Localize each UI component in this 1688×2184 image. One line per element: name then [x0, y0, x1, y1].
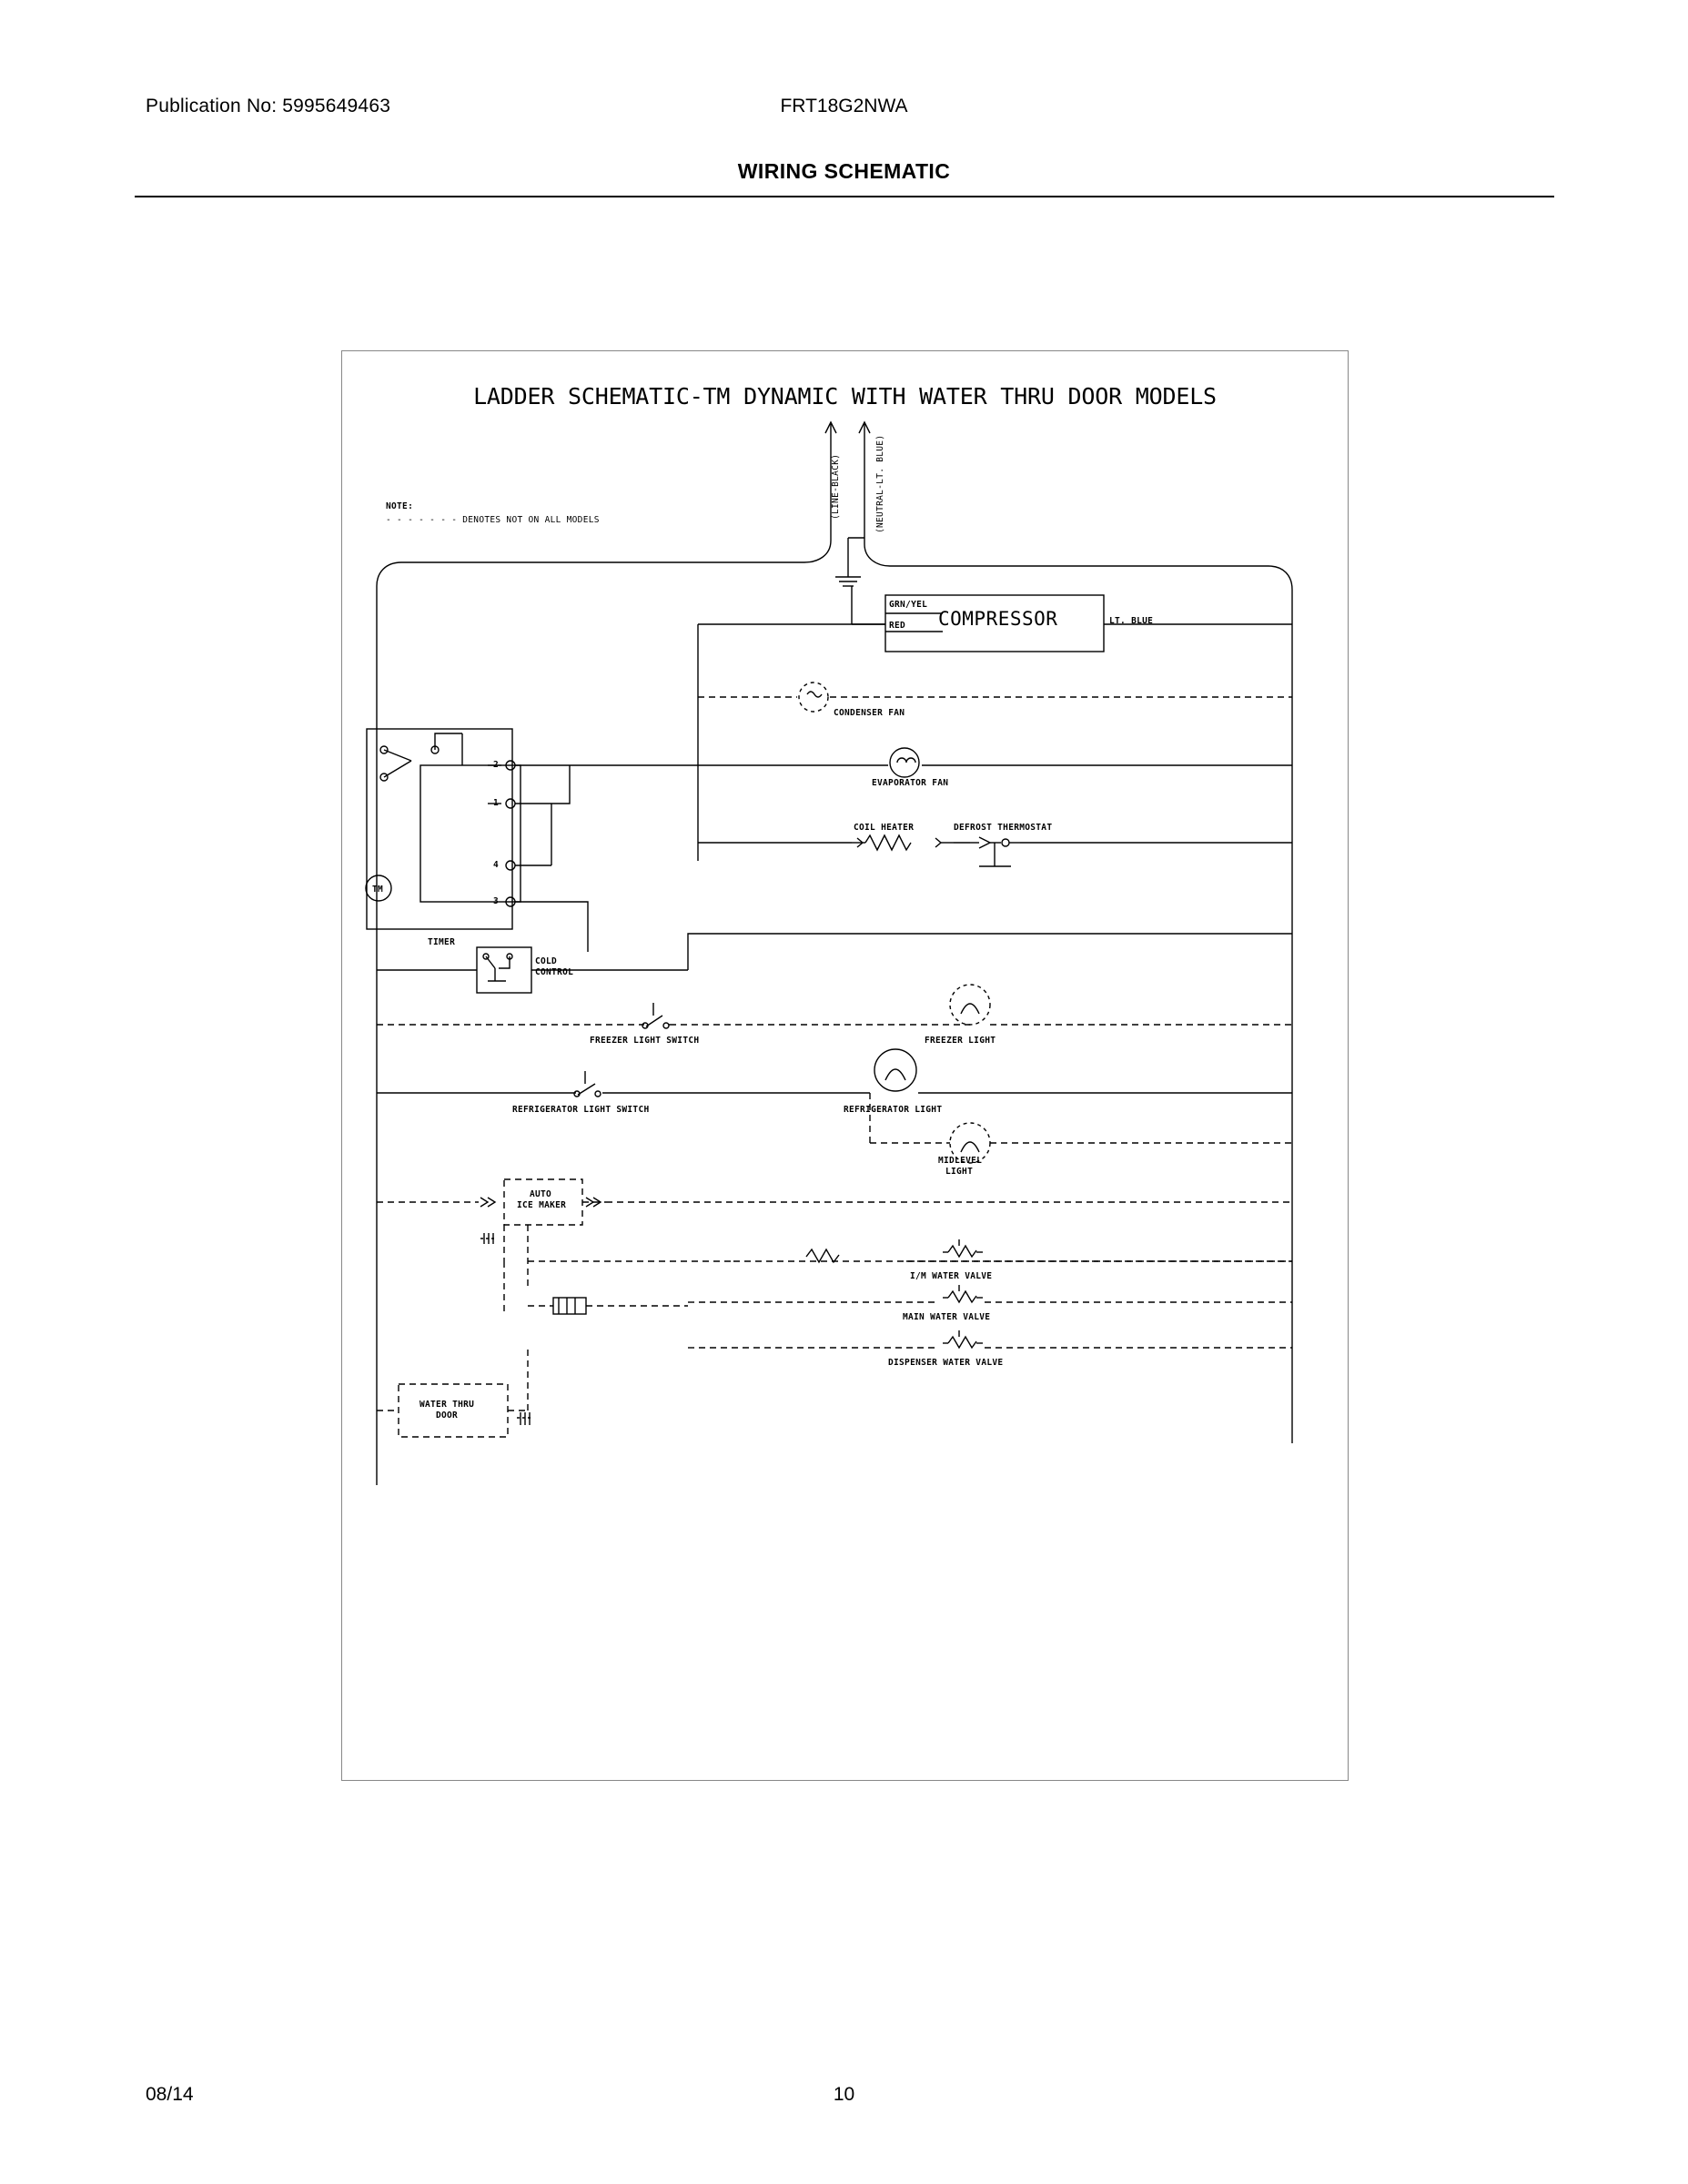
footer-date: 08/14 — [146, 2084, 194, 2105]
auto-ice-maker-label-line1: AUTO — [530, 1189, 552, 1199]
timer-pin-3-label: 3 — [493, 896, 500, 906]
model-number: FRT18G2NWA — [780, 96, 908, 116]
evaporator-fan-label: EVAPORATOR FAN — [872, 778, 949, 788]
condenser-fan-label: CONDENSER FAN — [834, 708, 905, 718]
freezer-light-label: FREEZER LIGHT — [925, 1036, 996, 1046]
refrigerator-light-switch-label: REFRIGERATOR LIGHT SWITCH — [512, 1105, 650, 1115]
midlevel-light-label-line1: MIDLEVEL — [938, 1156, 983, 1166]
midlevel-light-label-line2: LIGHT — [945, 1167, 974, 1177]
note-text: - - - - - - - DENOTES NOT ON ALL MODELS — [386, 515, 600, 525]
cold-control-label-line1: COLD — [535, 956, 558, 966]
cold-control-label-line2: CONTROL — [535, 967, 574, 977]
compressor-grnyel-label: GRN/YEL — [889, 600, 928, 610]
timer-label: TIMER — [428, 937, 456, 947]
schematic-canvas — [342, 351, 1348, 1780]
defrost-thermostat-label: DEFROST THERMOSTAT — [954, 823, 1053, 833]
freezer-light-switch-label: FREEZER LIGHT SWITCH — [590, 1036, 700, 1046]
refrigerator-light-label: REFRIGERATOR LIGHT — [844, 1105, 943, 1115]
auto-ice-maker-label-line2: ICE MAKER — [517, 1200, 567, 1210]
supply-neutral-label: (NEUTRAL-LT. BLUE) — [875, 434, 885, 533]
supply-line-label: (LINE-BLACK) — [831, 453, 841, 520]
coil-heater-label: COIL HEATER — [854, 823, 915, 833]
schematic-title: LADDER SCHEMATIC-TM DYNAMIC WITH WATER THRU DOOR MODELS — [473, 383, 1217, 410]
main-water-valve-label: MAIN WATER VALVE — [903, 1312, 991, 1322]
compressor-ltblue-label: LT. BLUE — [1109, 616, 1154, 626]
publication-number: Publication No: 5995649463 — [146, 96, 391, 116]
dispenser-water-valve-label: DISPENSER WATER VALVE — [888, 1358, 1004, 1368]
timer-pin-2-label: 2 — [493, 760, 500, 770]
im-water-valve-label: I/M WATER VALVE — [910, 1271, 993, 1281]
wiring-schematic-diagram — [341, 350, 1349, 1781]
timer-pin-1-label: 1 — [493, 798, 500, 808]
water-thru-door-label-line1: WATER THRU — [419, 1400, 475, 1410]
header-divider — [135, 196, 1554, 197]
compressor-red-label: RED — [889, 621, 906, 631]
water-thru-door-label-line2: DOOR — [436, 1410, 459, 1421]
note-label: NOTE: — [386, 501, 414, 511]
footer-page-number: 10 — [833, 2084, 855, 2105]
timer-pin-4-label: 4 — [493, 860, 500, 870]
compressor-label: COMPRESSOR — [938, 608, 1058, 630]
page-title: WIRING SCHEMATIC — [737, 159, 951, 183]
timer-tm-label: TM — [372, 885, 384, 895]
